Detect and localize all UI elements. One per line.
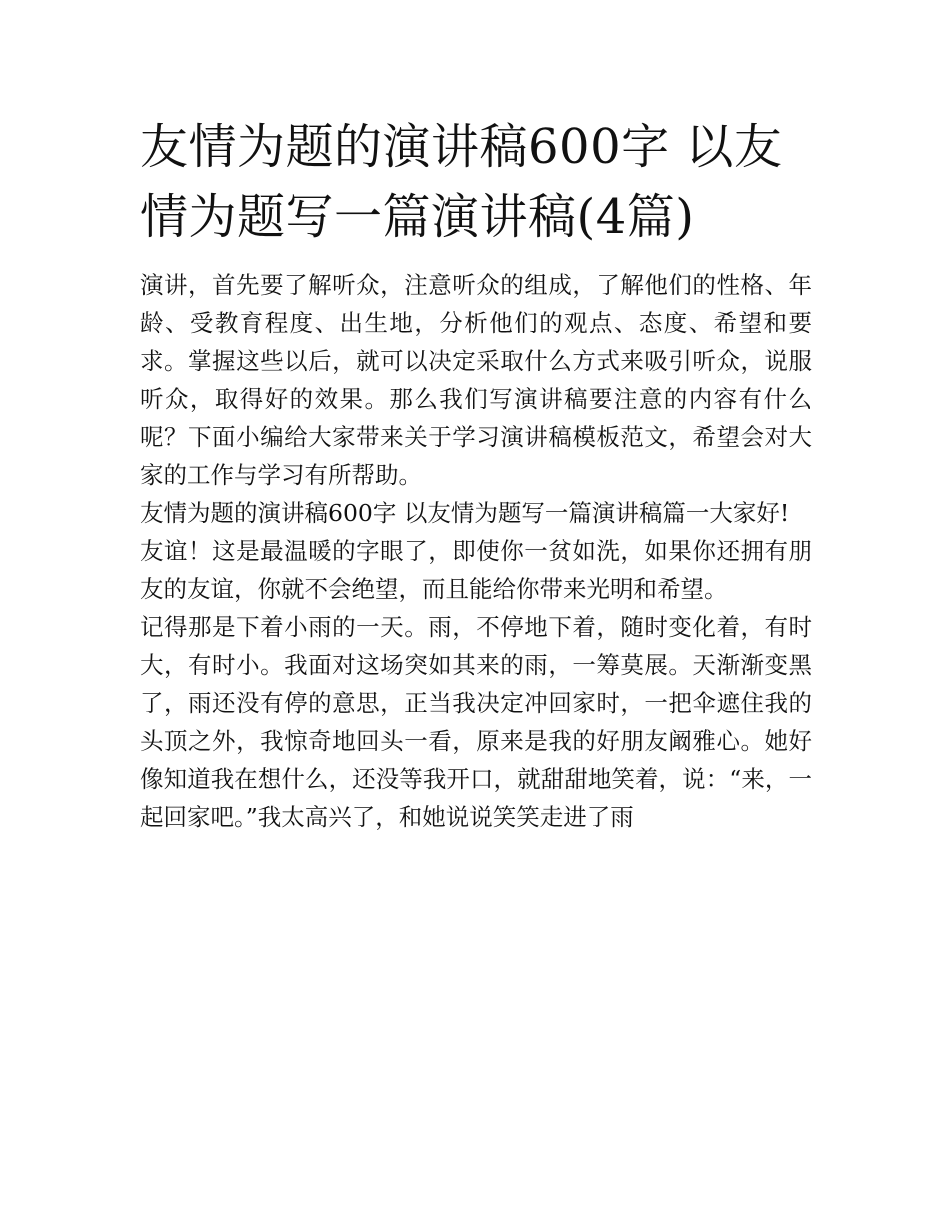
- friendship-paragraph: 友谊！这是最温暖的字眼了，即使你一贫如洗，如果你还拥有朋友的友谊，你就不会绝望，而且能给你带来光明和希望。: [140, 537, 812, 603]
- section-heading-paragraph: 友情为题的演讲稿600字 以友情为题写一篇演讲稿篇一大家好!: [140, 499, 790, 527]
- document-title: 友情为题的演讲稿600字 以友情为题写一篇演讲稿(4篇): [140, 119, 783, 245]
- title-block: [140, 112, 812, 252]
- story-paragraph: 记得那是下着小雨的一天。雨，不停地下着，随时变化着，有时大，有时小。我面对这场突如其来的雨，一筹莫展。天渐渐变黑了，雨还没有停的意思，正当我决定冲回家时，一把伞遮住我的头顶之外，我惊奇地回头一看，原来是我的好朋友阚雅心。她好像知道我在想什么，还没等我开口，就甜甜地笑着，说：“来，一起回家吧。”我太高兴了，和她说说笑笑走进了雨: [140, 613, 812, 831]
- intro-paragraph: 演讲，首先要了解听众，注意听众的组成，了解他们的性格、年龄、受教育程度、出生地，分析他们的观点、态度、希望和要求。掌握这些以后，就可以决定采取什么方式来吸引听众，说服听众，取得好的效果。那么我们写演讲稿要注意的内容有什么呢？下面小编给大家带来关于学习演讲稿模板范文，希望会对大家的工作与学习有所帮助。: [140, 271, 812, 489]
- document-body: [140, 112, 812, 836]
